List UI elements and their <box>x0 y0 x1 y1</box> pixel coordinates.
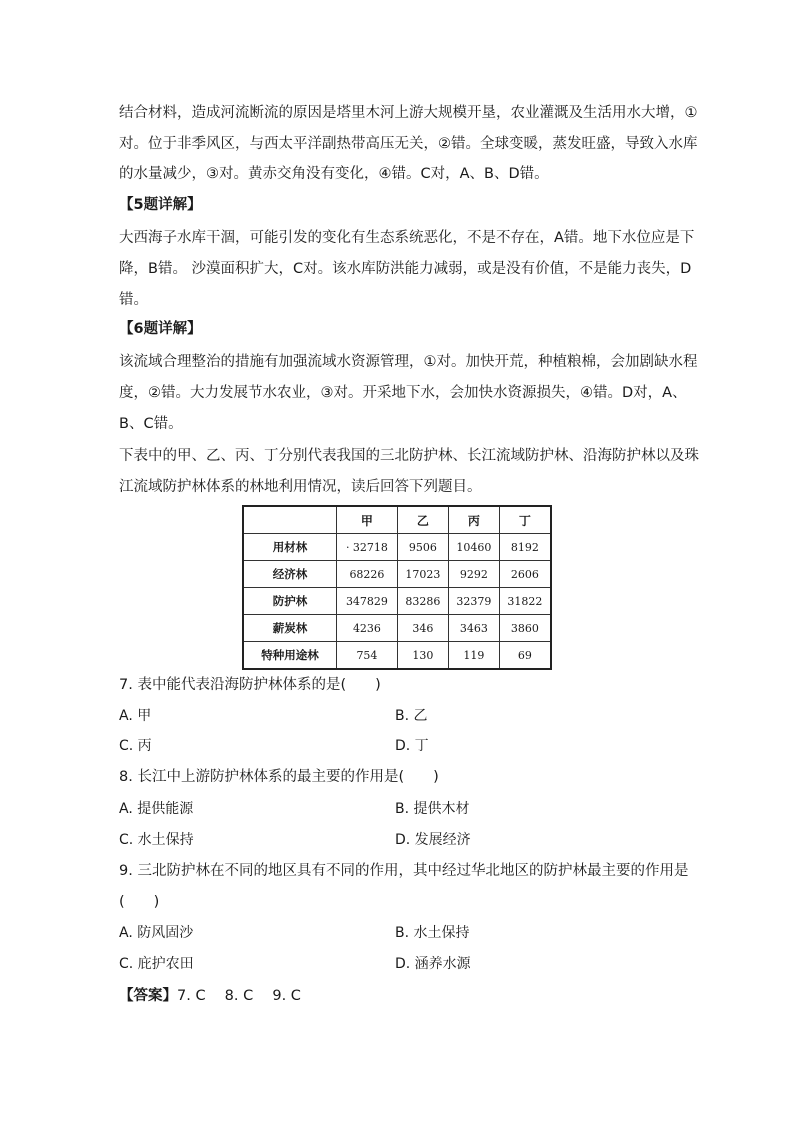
q7-option-d: D. 丁 <box>395 738 429 754</box>
intro-line: 江流域防护林体系的林地利用情况，读后回答下列题目。 <box>119 479 482 495</box>
q9-stem-line2: ( ) <box>119 894 160 910</box>
table-cell: 346 <box>397 615 448 642</box>
intro-line: 下表中的甲、乙、丙、丁分别代表我国的三北防护林、长江流域防护林、沿海防护林以及珠 <box>119 448 699 464</box>
table-header-cell: 丁 <box>499 506 551 534</box>
q8-option-c: C. 水土保持 <box>119 832 194 848</box>
paragraph-line: 该流域合理整治的措施有加强流域水资源管理，①对。加快开荒，种植粮棉，会加剧缺水程 <box>119 354 698 370</box>
q9-stem-line1: 9. 三北防护林在不同的地区具有不同的作用，其中经过华北地区的防护林最主要的作用是 <box>119 863 689 879</box>
table-cell: 347829 <box>337 588 398 615</box>
paragraph-line: 错。 <box>119 292 148 308</box>
q8-option-a: A. 提供能源 <box>119 801 194 817</box>
paragraph-line: 对。位于非季风区，与西太平洋副热带高压无关，②错。全球变暖，蒸发旺盛，导致入水库 <box>119 136 698 152</box>
table-header-row <box>243 506 551 534</box>
q7-option-c: C. 丙 <box>119 738 152 754</box>
table-cell: 10460 <box>448 534 499 561</box>
paragraph-line: 度，②错。大力发展节水农业，③对。开采地下水，会加快水资源损失，④错。D对，A、 <box>119 385 687 401</box>
table-cell: 68226 <box>337 561 398 588</box>
row-label: 经济林 <box>243 561 337 588</box>
table-header-cell: 乙 <box>397 506 448 534</box>
row-label: 用材林 <box>243 534 337 561</box>
table-cell: 83286 <box>397 588 448 615</box>
forest-land-table-container <box>242 505 552 663</box>
q9-option-d: D. 涵养水源 <box>395 956 471 972</box>
table-cell: 9506 <box>397 534 448 561</box>
q7-stem: 7. 表中能代表沿海防护林体系的是( ) <box>119 677 381 693</box>
table-row <box>243 642 551 670</box>
table-cell: 8192 <box>499 534 551 561</box>
paragraph-line: 结合材料，造成河流断流的原因是塔里木河上游大规模开垦，农业灌溉及生活用水大增，① <box>119 105 698 121</box>
table-cell: 754 <box>337 642 398 670</box>
table-cell: 69 <box>499 642 551 670</box>
paragraph-line: B、C错。 <box>119 416 183 432</box>
table-header-cell: 丙 <box>448 506 499 534</box>
table-cell: · 32718 <box>337 534 398 561</box>
answer-label: 【答案】 <box>119 988 177 1004</box>
paragraph-line: 大西海子水库干涸，可能引发的变化有生态系统恶化，不是不存在，A错。地下水位应是下 <box>119 230 695 246</box>
paragraph-line: 的水量减少，③对。黄赤交角没有变化，④错。C对，A、B、D错。 <box>119 166 549 182</box>
table-cell: 130 <box>397 642 448 670</box>
table-row <box>243 588 551 615</box>
q8-option-b: B. 提供木材 <box>395 801 470 817</box>
q7-option-b: B. 乙 <box>395 708 428 724</box>
row-label: 防护林 <box>243 588 337 615</box>
table-cell: 9292 <box>448 561 499 588</box>
q6-heading: 【6题详解】 <box>119 321 202 337</box>
table-cell: 32379 <box>448 588 499 615</box>
table-row <box>243 615 551 642</box>
q5-heading: 【5题详解】 <box>119 197 202 213</box>
table-cell: 119 <box>448 642 499 670</box>
row-label: 特种用途林 <box>243 642 337 670</box>
table-cell: 3860 <box>499 615 551 642</box>
table-cell: 17023 <box>397 561 448 588</box>
q9-option-a: A. 防风固沙 <box>119 925 194 941</box>
row-label: 薪炭林 <box>243 615 337 642</box>
table-cell: 3463 <box>448 615 499 642</box>
answer-line <box>119 985 301 1007</box>
table-cell: 31822 <box>499 588 551 615</box>
table-header-cell: 甲 <box>337 506 398 534</box>
q7-option-a: A. 甲 <box>119 708 152 724</box>
q9-option-b: B. 水土保持 <box>395 925 470 941</box>
table-cell: 4236 <box>337 615 398 642</box>
q8-option-d: D. 发展经济 <box>395 832 471 848</box>
table-row <box>243 534 551 561</box>
table-cell: 2606 <box>499 561 551 588</box>
q9-option-c: C. 庇护农田 <box>119 956 194 972</box>
answer-text: 7. C 8. C 9. C <box>177 988 301 1004</box>
table-header-cell <box>243 506 337 534</box>
forest-land-table <box>242 505 552 670</box>
table-row <box>243 561 551 588</box>
paragraph-line: 降，B错。 沙漠面积扩大，C对。该水库防洪能力减弱，或是没有价值，不是能力丧失，D <box>119 261 692 277</box>
q8-stem: 8. 长江中上游防护林体系的最主要的作用是( ) <box>119 769 439 785</box>
